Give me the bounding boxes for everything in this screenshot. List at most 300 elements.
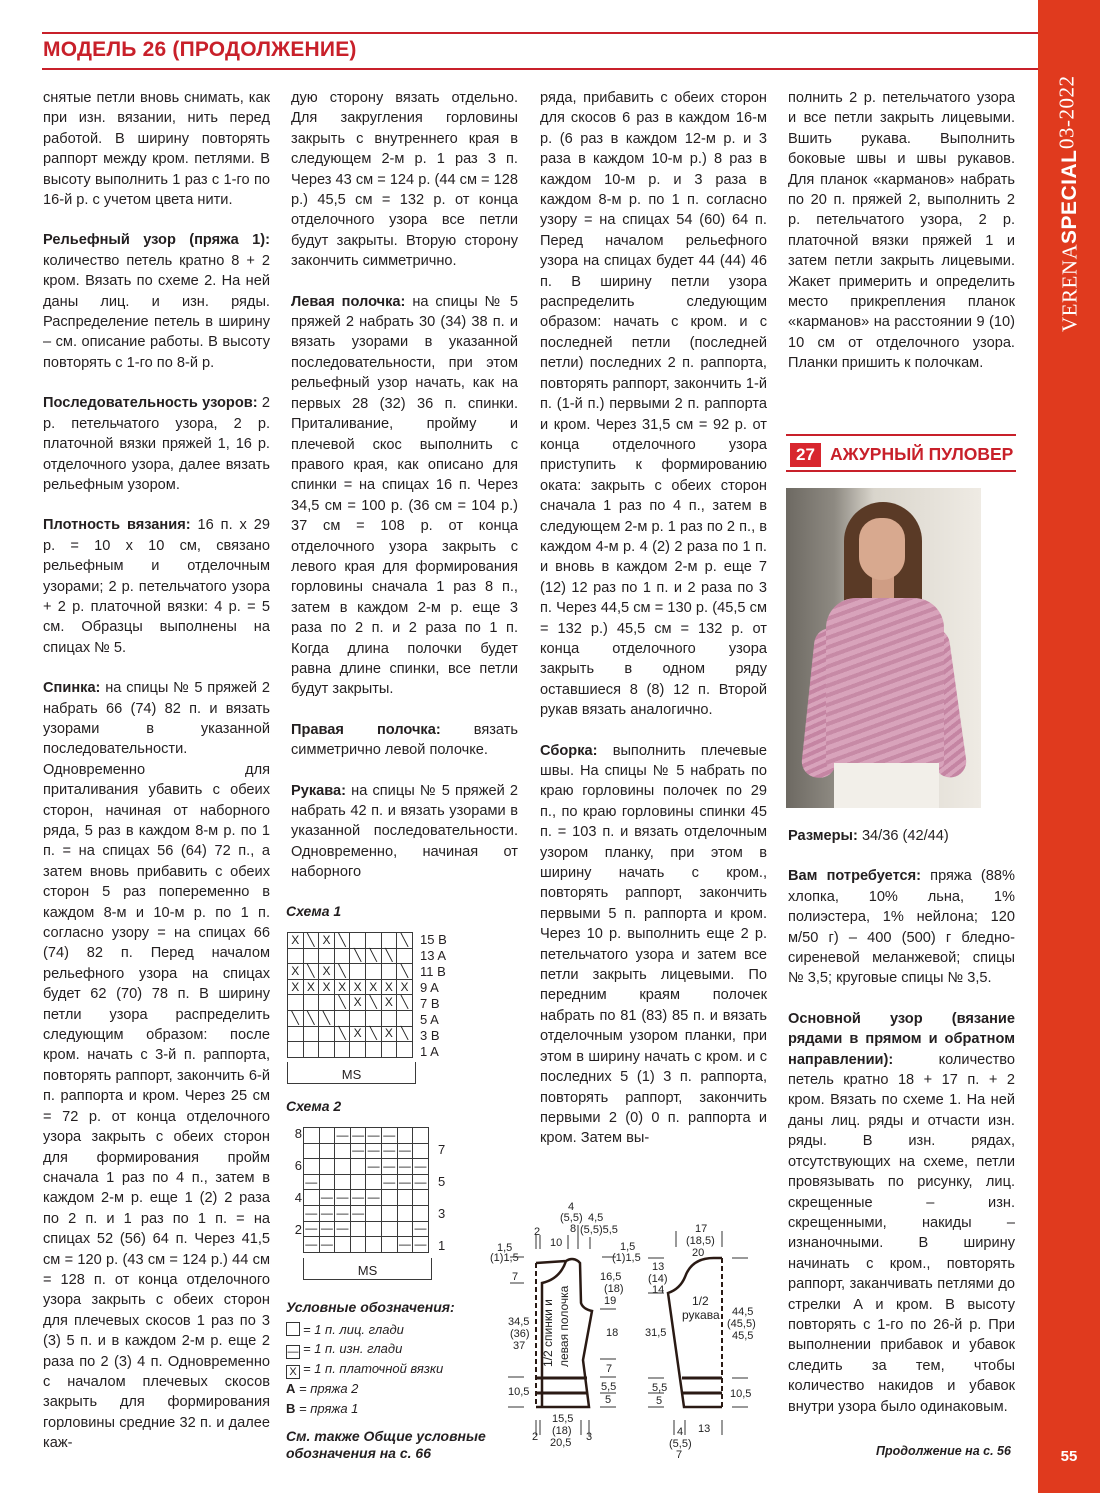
schema-cell	[319, 948, 335, 964]
schema-cell: —	[320, 1236, 333, 1251]
svg-text:3: 3	[586, 1431, 593, 1443]
legend-item-knit	[286, 1320, 486, 1340]
row-label: 15 B	[420, 932, 447, 947]
svg-text:10: 10	[550, 1237, 563, 1249]
schema-cell: —	[383, 1143, 396, 1158]
schema-cell	[304, 1128, 320, 1144]
schema-cell	[334, 1042, 350, 1058]
schema-cell: —	[320, 1221, 333, 1236]
schema-row	[304, 1205, 429, 1221]
schema-cell	[303, 948, 319, 964]
schema-cell	[319, 1042, 335, 1058]
svg-text:5: 5	[656, 1395, 663, 1407]
row-label	[438, 1222, 445, 1238]
legend-note: См. также Общие условные обозначения на с. 66	[286, 1428, 486, 1461]
body: выполнить плечевые швы. На спицы № 5 набрать по краю горловины полочек по 29 п., по краю горловины спинки 45 п. = 103 п. и вязать отделочным узором планку, при этом в ширину начать с кром., повторять раппорт, закончить первыми 5 п. раппорта и кром. Через 10 р. выполнить еще 2 р. петельчатого узора и затем все петли закрыть лицевыми. По передним краям полочек набрать по 81 (83) 85 п. и вязать отделочным узором планки, при этом в ширину начать с кром. и с последних 5 (1) 3 п. раппорта, повторять раппорт, закончить первыми 2 (0) 0 п. раппорта и кром. Затем вы-	[540, 742, 767, 1147]
schema-cell: —	[398, 1143, 411, 1158]
schema-cell: ╲	[334, 1026, 350, 1042]
schema-cell	[319, 995, 335, 1011]
schema-cell	[381, 933, 397, 949]
svg-text:15,5: 15,5	[552, 1413, 574, 1425]
page-title: МОДЕЛЬ 26 (ПРОДОЛЖЕНИЕ)	[43, 38, 357, 61]
schema-cell: —	[398, 1236, 411, 1251]
schema-cell: ╲	[319, 1010, 335, 1026]
legend-item-garter	[286, 1359, 486, 1379]
schema-2-title: Схема 2	[286, 1098, 342, 1114]
schema-row	[288, 1026, 413, 1042]
schema-cell	[350, 933, 366, 949]
paragraph: снятые петли вновь снимать, как при изн. вязании, нить перед работой. В ширину повторять раппорт между кром. петлями. В высоту выполнить 1 раз с 1-го по 16-й р. с учетом цвета нити.	[43, 90, 270, 209]
body: 34/36 (42/44)	[857, 828, 949, 844]
legend-yarn-b	[286, 1399, 486, 1419]
legend-item-purl	[286, 1339, 486, 1359]
schema-cell	[335, 1237, 351, 1253]
paragraph-sequence	[43, 393, 270, 495]
row-label: 3	[438, 1206, 446, 1221]
svg-text:7: 7	[512, 1271, 519, 1283]
schema-cell: ╲	[397, 933, 413, 949]
schema-cell	[397, 1042, 413, 1058]
pattern-diagram	[480, 1195, 780, 1485]
schema-cell	[303, 995, 319, 1011]
schema-cell	[319, 1128, 335, 1144]
schema-row	[288, 995, 413, 1011]
schema-cell: ╲	[397, 995, 413, 1011]
schema-cell	[397, 1190, 413, 1206]
label: Размеры:	[788, 828, 858, 844]
model-title: АЖУРНЫЙ ПУЛОВЕР	[830, 444, 1014, 464]
svg-text:7: 7	[676, 1449, 683, 1461]
schema-cell: X	[319, 964, 335, 980]
schema-cell: X	[350, 995, 366, 1011]
label: Сборка:	[540, 742, 598, 759]
schema-cell: —	[414, 1236, 427, 1251]
schema-cell	[304, 1159, 320, 1175]
schema-cell: X	[319, 933, 335, 949]
schema-cell	[365, 964, 381, 980]
label: Левая полочка:	[291, 293, 406, 310]
schema-cell: ╲	[397, 1026, 413, 1042]
row-label: 13 A	[420, 948, 447, 963]
schema-cell: —	[414, 1221, 427, 1236]
schema-cell: ╲	[303, 964, 319, 980]
section-rule-top	[786, 434, 1016, 436]
schema-cell	[334, 948, 350, 964]
schema-cell	[366, 1174, 382, 1190]
svg-text:4,5: 4,5	[588, 1212, 604, 1224]
schema-cell	[350, 1010, 366, 1026]
schema-1-grid	[287, 932, 413, 1058]
svg-text:18: 18	[606, 1327, 619, 1339]
yarn-key: B	[286, 1400, 296, 1416]
body: 16 п. х 29 р. = 10 х 10 см, связано рельефным и отделочным узорами; 2 р. петельчатого узора + 2 р. платочной вязки: 4 р. = 5 см. Образцы выполнены на спицах № 5.	[43, 517, 270, 656]
svg-text:5,5: 5,5	[652, 1382, 668, 1394]
svg-text:1,5: 1,5	[620, 1241, 636, 1253]
schema-cell: —	[367, 1190, 380, 1205]
schema-cell	[304, 1143, 320, 1159]
schema-row	[304, 1128, 429, 1144]
row-label	[290, 1174, 302, 1190]
schema-cell: X	[365, 979, 381, 995]
row-label: 7 B	[420, 996, 440, 1011]
schema-cell	[413, 1205, 429, 1221]
schema-cell	[288, 1042, 304, 1058]
label: Плотность вязания:	[43, 517, 191, 534]
svg-text:(5,5)5,5: (5,5)5,5	[580, 1224, 618, 1236]
schema-row	[288, 933, 413, 949]
ms-label: MS	[336, 1067, 368, 1082]
schema-cell	[366, 1221, 382, 1237]
paragraph-sleeves	[291, 781, 518, 883]
row-label	[290, 1142, 302, 1158]
paragraph-sizes	[788, 826, 1015, 846]
paragraph: дую сторону вязать отдельно. Для закругления горловины закрыть с внутреннего края в следующем 2-м р. 1 раз 3 п. Через 43 см = 124 р. (44 см = 128 р.) 45,5 см = 132 р. от конца отделочного узора все петли будут закрыты. Вторую сторону закончить симметрично.	[291, 90, 518, 270]
svg-text:2: 2	[532, 1431, 539, 1443]
schema-cell	[381, 1205, 397, 1221]
schema-cell: ╲	[365, 1026, 381, 1042]
schema-cell: X	[381, 979, 397, 995]
schema-cell: X	[303, 979, 319, 995]
schema-cell: ╲	[397, 964, 413, 980]
schema-row	[288, 1010, 413, 1026]
schema-cell: —	[336, 1205, 349, 1220]
schema-cell: —	[414, 1158, 427, 1173]
svg-text:4: 4	[568, 1201, 575, 1213]
schema-cell	[381, 1221, 397, 1237]
legend-text: = 1 п. лиц. глади	[303, 1321, 404, 1337]
schema-cell: —	[367, 1158, 380, 1173]
schema-cell: ╲	[334, 964, 350, 980]
schema-cell: X	[350, 1026, 366, 1042]
svg-text:5,5: 5,5	[601, 1381, 617, 1393]
yarn-key: A	[286, 1381, 296, 1396]
yarn-text: = пряжа 2	[295, 1381, 359, 1396]
schema-cell	[303, 1042, 319, 1058]
schema-cell: —	[352, 1143, 365, 1158]
svg-text:16,5: 16,5	[600, 1271, 622, 1283]
text-column-1	[43, 88, 270, 1474]
label: Правая полочка:	[291, 721, 441, 738]
schema-cell: —	[305, 1236, 318, 1251]
label: Последовательность узоров:	[43, 395, 258, 412]
svg-text:7: 7	[606, 1363, 613, 1375]
text-column-4-lower	[788, 826, 1015, 1437]
schema-cell: —	[336, 1190, 349, 1205]
schema-cell	[365, 933, 381, 949]
schema-row	[304, 1237, 429, 1253]
schema-cell	[366, 1205, 382, 1221]
schema-cell: X	[334, 979, 350, 995]
schema-cell: —	[398, 1158, 411, 1173]
schema-cell: X	[381, 995, 397, 1011]
schema-cell: —	[305, 1221, 318, 1236]
schema-cell	[365, 1042, 381, 1058]
schema-cell	[350, 1159, 366, 1175]
schema-cell	[288, 995, 304, 1011]
label: Спинка:	[43, 680, 101, 697]
svg-text:(36): (36)	[510, 1328, 530, 1340]
schema-cell	[397, 1010, 413, 1026]
model-number-badge: 27	[790, 443, 821, 467]
schema-cell	[350, 1221, 366, 1237]
schema-row	[304, 1221, 429, 1237]
schema-cell	[366, 1237, 382, 1253]
schema-cell: —	[414, 1174, 427, 1189]
schema-cell	[335, 1143, 351, 1159]
paragraph-left-front	[291, 292, 518, 700]
svg-text:1,5: 1,5	[497, 1242, 513, 1254]
schema-cell	[381, 1010, 397, 1026]
svg-text:10,5: 10,5	[508, 1386, 530, 1398]
schema-2-left-labels	[290, 1126, 302, 1254]
schema-1-title: Схема 1	[286, 903, 342, 919]
body: количество петель кратно 8 + 2 кром. Вязать по схеме 2. На ней даны лиц. и изн. ряды. Распределение петель в ширину – см. описание работы. В высоту повторять с 1-го по 8-й р.	[43, 252, 270, 371]
svg-text:31,5: 31,5	[645, 1327, 667, 1339]
schema-row	[288, 964, 413, 980]
svg-text:(18): (18)	[604, 1283, 624, 1295]
schema-2-right-labels	[438, 1126, 445, 1254]
schema-cell: —	[352, 1127, 365, 1142]
header-rule-bottom	[42, 68, 1038, 70]
svg-text:14: 14	[652, 1284, 665, 1296]
svg-text:37: 37	[513, 1340, 526, 1352]
svg-text:(45,5): (45,5)	[727, 1318, 756, 1330]
label: Рукава:	[291, 782, 347, 799]
svg-text:4: 4	[677, 1426, 684, 1438]
schema-cell	[350, 1174, 366, 1190]
row-label: 5	[438, 1174, 446, 1189]
svg-text:(14): (14)	[648, 1273, 668, 1285]
svg-text:13: 13	[652, 1261, 665, 1273]
schema-cell: ╲	[365, 995, 381, 1011]
schema-cell: —	[398, 1174, 411, 1189]
issue-number: 03-2022	[1054, 75, 1079, 150]
body-label-1: 1/2 спинки и	[541, 1299, 555, 1367]
paragraph-back	[43, 678, 270, 1453]
row-label: 6	[294, 1158, 302, 1173]
yarn-text: = пряжа 1	[295, 1400, 359, 1416]
body-label-2: левая полочка	[557, 1285, 571, 1367]
schema-cell: —	[367, 1143, 380, 1158]
schema-row	[288, 1042, 413, 1058]
model-photo	[786, 488, 981, 808]
schema-cell	[413, 1190, 429, 1206]
label: Вам потребуется:	[788, 868, 922, 885]
svg-text:34,5: 34,5	[508, 1316, 530, 1328]
schema-row	[304, 1174, 429, 1190]
paragraph-main-pattern	[788, 1009, 1015, 1417]
row-label	[290, 1206, 302, 1222]
schema-cell	[397, 1221, 413, 1237]
schema-row	[304, 1143, 429, 1159]
schema-cell	[335, 1174, 351, 1190]
schema-cell	[365, 1010, 381, 1026]
svg-text:(1)1,5: (1)1,5	[612, 1252, 641, 1264]
schema-cell	[381, 1190, 397, 1206]
schema-cell	[381, 1042, 397, 1058]
sleeve-label-2: рукава	[682, 1308, 720, 1322]
schema-cell: —	[352, 1190, 365, 1205]
label: Основной узор (вязание рядами в прямом и обратном направлении):	[788, 1010, 1015, 1068]
continued-note: Продолжение на с. 56	[876, 1444, 1011, 1458]
row-label: 8	[294, 1126, 302, 1141]
row-label: 2	[294, 1222, 302, 1237]
svg-text:19: 19	[604, 1295, 617, 1307]
paragraph-materials	[788, 866, 1015, 988]
schema-cell: X	[319, 979, 335, 995]
schema-cell: —	[305, 1174, 318, 1189]
schema-cell	[319, 1026, 335, 1042]
schema-cell	[334, 1010, 350, 1026]
schema-cell: X	[381, 1026, 397, 1042]
schema-cell: X	[288, 933, 304, 949]
schema-cell: ╲	[365, 948, 381, 964]
schema-cell	[397, 1205, 413, 1221]
schema-row	[288, 948, 413, 964]
schema-cell: —	[383, 1127, 396, 1142]
schema-cell: ╲	[303, 933, 319, 949]
row-label: 9 A	[420, 980, 439, 995]
x-square-icon: X	[286, 1365, 300, 1379]
svg-text:44,5: 44,5	[732, 1306, 754, 1318]
schema-cell: ╲	[303, 1010, 319, 1026]
schema-cell	[350, 1237, 366, 1253]
label: Рельефный узор (пряжа 1):	[43, 232, 270, 249]
sleeve-piece	[668, 1258, 722, 1407]
row-label	[438, 1126, 445, 1142]
paragraph-right-front	[291, 720, 518, 761]
text-column-3	[540, 88, 767, 1169]
schema-row	[304, 1159, 429, 1175]
schema-cell: —	[336, 1221, 349, 1236]
svg-text:8: 8	[570, 1223, 577, 1235]
svg-text:20,5: 20,5	[550, 1437, 572, 1449]
schema-cell	[381, 964, 397, 980]
schema-cell	[350, 964, 366, 980]
svg-text:(18,5): (18,5)	[686, 1235, 715, 1247]
row-label: 7	[438, 1142, 446, 1157]
body: на спицы № 5 пряжей 2 набрать 30 (34) 38 п. и вязать узорами в указанной последовательности, при этом рельефный узор начать, как на первых 28 (32) 36 п. спинки. Приталивание, пройму и плечевой скос выполнить с правого края, как описано для спинки = на спицах 16 п. Через 34,5 см = 100 р. (36 см = 104 р.) 37 см = 108 р. от конца отделочного узора закрыть с левого края для формирования горловины сначала 1 раз 8 п., затем в каждом 2-м р. еще 3 раза по 2 п. и 2 раза по 1 п. Когда длина полочки будет равна длине спинки, все петли будут закрыты.	[291, 293, 518, 698]
schema-cell: —	[320, 1190, 333, 1205]
schema-cell	[397, 1128, 413, 1144]
schema-row	[288, 979, 413, 995]
section-rule-bottom	[786, 470, 1016, 472]
svg-text:17: 17	[695, 1223, 708, 1235]
paragraph: полнить 2 р. петельчатого узора и все петли закрыть лицевыми. Вшить рукава. Выполнить боковые швы и швы рукавов. Для планок «карманов» набрать по 20 п. пряжей 2, выполнить 2 р. петельчатого узора, 2 р. платочной вязки пряжей 1 и затем петли закрыть лицевыми. Жакет примерить и определить место прикрепления планок «карманов» на расстоянии 9 (10) 10 см от отделочного узора. Планки пришить к полочкам.	[788, 90, 1015, 372]
body: 2 р. петельчатого узора, 2 р. платочной вязки пряжей 1, 16 р. отделочного узора, далее вязать рельефным узором.	[43, 395, 270, 493]
svg-text:13: 13	[698, 1423, 711, 1435]
schema-cell	[304, 1190, 320, 1206]
schema-cell	[288, 1026, 304, 1042]
row-label	[438, 1190, 445, 1206]
ms-label: MS	[352, 1263, 384, 1278]
brand-bold: SPECIAL	[1058, 149, 1081, 244]
schema-cell	[335, 1159, 351, 1175]
svg-text:(5,5): (5,5)	[669, 1438, 692, 1450]
row-label	[290, 1238, 302, 1254]
svg-text:2: 2	[534, 1226, 541, 1238]
schema-1-row-labels	[420, 932, 447, 1060]
schema-row	[304, 1190, 429, 1206]
body: на спицы № 5 пряжей 2 набрать 66 (74) 82 п. и вязать узорами в указанной последовательности. Одновременно для приталивания убавить с обеих сторон, начиная от наборного ряда, 5 раз в каждом 8-м р. по 1 п. = на спицах 56 (64) 72 п., а затем вновь прибавить с обеих сторон 5 раз попеременно в каждом 8-м и 10-м р. по 1 п. согласно узору = на спицах 66 (74) 82 п. Перед началом рельефного узора на спицах будет 62 (70) 78 п. В ширину петли узора распределить следующим образом: после кром. начать с 3-й п. раппорта, повторять раппорт, закончить 6-й п. раппорта и кром. Через 25 см = 72 р. от конца отделочного узора закрыть с обеих сторон для формирования пройм сначала 1 раз по 4 п., затем в каждом 2-м р. еще 1 (2) 2 раза по 2 п. и 1 раз по 1 п. = на спицах 52 (56) 64 п. Через 41,5 см = 120 р. (43 см = 124 р.) 44 см = 128 п. от конца отделочного узора закрыть с обеих сторон для плечевых скосов 1 раз по 3 (3) 5 п. и в каждом 2-м р. еще 2 раза по 2 (3) 4 п. Одновременно с началом плечевых скосов закрыть для формирования горловины средние 32 п. и далее каж-	[43, 680, 270, 1452]
page-number: 55	[1060, 1448, 1078, 1465]
header-rule-top	[42, 32, 1038, 34]
schema-cell	[288, 948, 304, 964]
legend-text: = 1 п. изн. глади	[303, 1341, 403, 1356]
schema-cell: X	[288, 964, 304, 980]
legend-title: Условные обозначения:	[286, 1299, 455, 1315]
row-label: 1 A	[420, 1044, 439, 1059]
svg-text:(5,5): (5,5)	[560, 1212, 583, 1224]
schema-2-ms	[303, 1258, 432, 1280]
body: вязать симметрично левой полочке.	[291, 721, 518, 759]
row-label: 1	[438, 1238, 446, 1253]
schema-cell	[413, 1143, 429, 1159]
schema-1-ms	[287, 1062, 416, 1084]
brand-light: VERENA	[1057, 243, 1082, 332]
schema-cell: —	[367, 1127, 380, 1142]
schema-cell: —	[336, 1127, 349, 1142]
paragraph-assembly	[540, 741, 767, 1149]
text-column-4	[788, 88, 1015, 394]
svg-text:20: 20	[692, 1247, 705, 1259]
magazine-masthead	[1050, 42, 1090, 332]
empty-square-icon	[286, 1322, 300, 1336]
row-label	[438, 1158, 445, 1174]
text-column-2	[291, 88, 518, 903]
schema-cell	[319, 1174, 335, 1190]
body: количество петель кратно 18 + 17 п. + 2 кром. Вязать по схеме 1. На ней даны лиц. ряды и отчасти изн. ряды. В изн. рядах, отсутствующих на схеме, петли провязывать по рисунку, лиц. скрещенные – изн. скрещенными, накиды – изнаночными. В ширину начинать с кром., повторять раппорт, заканчивать петлями до стрелки А и кром. В высоту повторять с 1-го по 26-й р. При выполнении прибавок и убавок следить за тем, чтобы количество накидов и убавок внутри узора было одинаковым.	[788, 1051, 1015, 1415]
svg-text:(1)1,5: (1)1,5	[490, 1252, 519, 1264]
schema-cell: ╲	[381, 948, 397, 964]
schema-cell: ╲	[350, 948, 366, 964]
schema-cell	[350, 1042, 366, 1058]
schema-cell: ╲	[288, 1010, 304, 1026]
row-label: 5 A	[420, 1012, 439, 1027]
schema-cell: —	[352, 1205, 365, 1220]
row-label: 3 B	[420, 1028, 440, 1043]
schema-cell: X	[350, 979, 366, 995]
schema-cell: ╲	[334, 995, 350, 1011]
svg-text:10,5: 10,5	[730, 1388, 752, 1400]
legend	[286, 1298, 486, 1462]
row-label: 11 B	[420, 964, 446, 979]
dash-square-icon: —	[287, 1346, 299, 1358]
row-label: 4	[294, 1190, 302, 1205]
legend-yarn-a	[286, 1379, 486, 1399]
svg-text:45,5: 45,5	[732, 1330, 754, 1342]
schema-cell: —	[383, 1158, 396, 1173]
schema-cell: X	[288, 979, 304, 995]
schema-cell: —	[320, 1205, 333, 1220]
schema-cell	[303, 1026, 319, 1042]
schema-cell: —	[383, 1174, 396, 1189]
body: пряжа (88% хлопка, 10% льна, 1% полиэстера, 1% нейлона; 120 м/50 г) – 400 (500) г бледно-сиреневой меланжевой; спицы № 3,5; круговые спицы № 3,5.	[788, 868, 1015, 987]
paragraph: ряда, прибавить с обеих сторон для скосов 6 раз в каждом 16-м р. (6 раз в каждом 12-м р. и 3 раза в каждом 10-м р.) 8 раз в каждом 10-м р. и 3 раза в каждом 8-м р. по 1 п. согласно узору = на спицах 54 (60) 64 п. Перед началом рельефного узора на спицах будет 44 (44) 46 п. В ширину петли узора распределить следующим образом: начать с кром. и с последней петли (последней петли) последних 2 п. раппорта, повторять раппорт, закончить 1-й п. (1-й п.) первыми 2 п. раппорта и кром. Через 31,5 см = 92 р. от конца отделочного узора приступить к формированию оката: закрыть с обеих сторон сначала 1 раз по 4 п., затем в следующем 2-м р. 1 раз по 2 п., в каждом 4-м р. 4 (2) 2 раза по 1 п. и вновь в каждом 2-м р. еще 7 (12) 12 раз по 1 п. и 2 раза по 3 п. Через 44,5 см = 130 р. (45,5 см = 132 р.) 45,5 см = 132 р. от конца отделочного узора закрыть в одном ряду оставшиеся 8 (8) 12 п. Второй рукав вязать аналогично.	[540, 90, 767, 719]
svg-text:(18): (18)	[552, 1425, 572, 1437]
body: на спицы № 5 пряжей 2 набрать 42 п. и вязать узорами в указанной последовательности. Одновременно, начиная от наборного	[291, 782, 518, 881]
sleeve-label-1: 1/2	[692, 1294, 709, 1308]
schema-cell: X	[397, 979, 413, 995]
svg-text:5: 5	[605, 1394, 612, 1406]
schema-cell	[413, 1128, 429, 1144]
schema-cell	[397, 948, 413, 964]
schema-2-grid	[303, 1127, 429, 1253]
schema-cell	[319, 1159, 335, 1175]
schema-cell	[319, 1143, 335, 1159]
legend-text: = 1 п. платочной вязки	[303, 1361, 444, 1376]
paragraph-gauge	[43, 515, 270, 658]
